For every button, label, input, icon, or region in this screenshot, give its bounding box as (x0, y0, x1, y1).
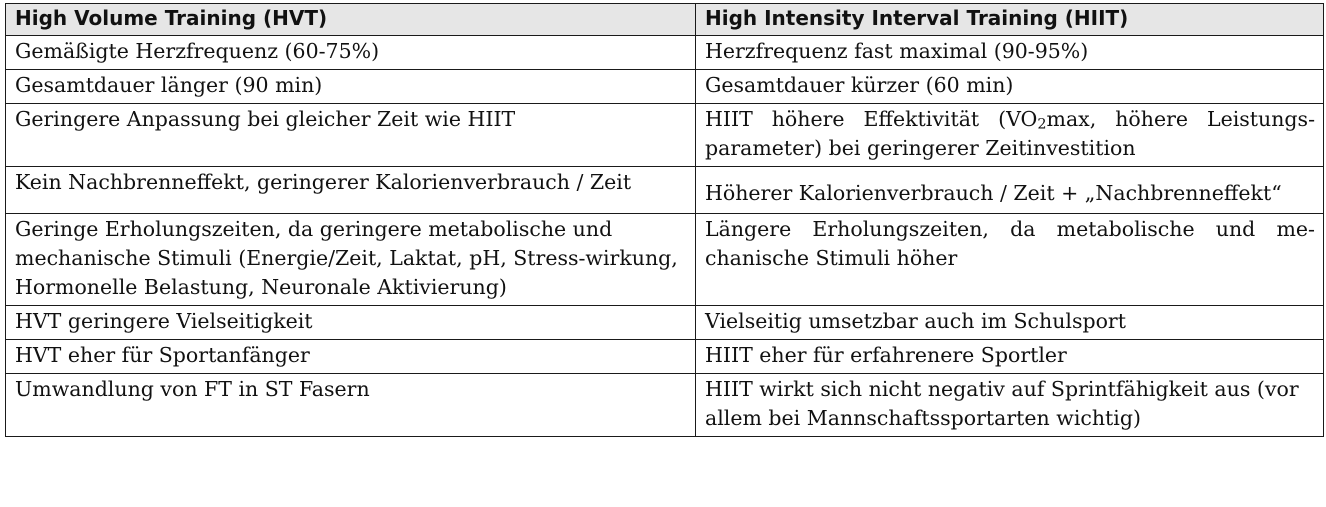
hvt-cell: HVT geringere Vielseitigkeit (6, 306, 696, 340)
hiit-cell: Vielseitig umsetzbar auch im Schulsport (696, 306, 1324, 340)
table-row (6, 36, 1324, 70)
table-row (6, 374, 1324, 437)
hvt-cell: Gesamtdauer länger (90 min) (6, 70, 696, 104)
hiit-cell: Herzfrequenz fast maximal (90-95%) (696, 36, 1324, 70)
table-row (6, 306, 1324, 340)
subscript-two: 2 (1037, 116, 1047, 133)
header-hiit: High Intensity Interval Training (HIIT) (696, 4, 1324, 36)
table-row (6, 167, 1324, 214)
hvt-cell: Umwandlung von FT in ST Fasern (6, 374, 696, 437)
header-row (6, 4, 1324, 36)
comparison-table (5, 3, 1324, 437)
hiit-cell: HIIT wirkt sich nicht negativ auf Sprintfähigkeit aus (vor allem bei Mannschaftssportarten wichtig) (696, 374, 1324, 437)
header-hvt: High Volume Training (HVT) (6, 4, 696, 36)
hvt-cell: Kein Nachbrenneffekt, geringerer Kalorienverbrauch / Zeit (6, 167, 696, 214)
hiit-cell: Höherer Kalorienverbrauch / Zeit + „Nachbrenneffekt“ (696, 167, 1324, 214)
hiit-cell: Gesamtdauer kürzer (60 min) (696, 70, 1324, 104)
hvt-cell: HVT eher für Sportanfänger (6, 340, 696, 374)
hiit-text-pre: HIIT höhere Effektivität (VO (705, 107, 1038, 131)
table-row (6, 70, 1324, 104)
table-row (6, 104, 1324, 167)
hvt-cell: Geringe Erholungszeiten, da geringere metabolische und mechanische Stimuli (Energie/Zeit, Laktat, pH, Stress-wirkung, Hormonelle Belastung, Neuronale Aktivierung) (6, 214, 696, 306)
hiit-cell: Längere Erholungszeiten, da metabolische und me-chanische Stimuli höher (696, 214, 1324, 306)
table-row (6, 214, 1324, 306)
table-row (6, 340, 1324, 374)
hvt-cell: Geringere Anpassung bei gleicher Zeit wie HIIT (6, 104, 696, 167)
hvt-cell: Gemäßigte Herzfrequenz (60-75%) (6, 36, 696, 70)
hiit-cell: HIIT eher für erfahrenere Sportler (696, 340, 1324, 374)
hiit-cell (696, 104, 1324, 167)
hiit-text-post: max, höhere Leistungs-parameter) bei geringerer Zeitinvestition (705, 107, 1315, 160)
